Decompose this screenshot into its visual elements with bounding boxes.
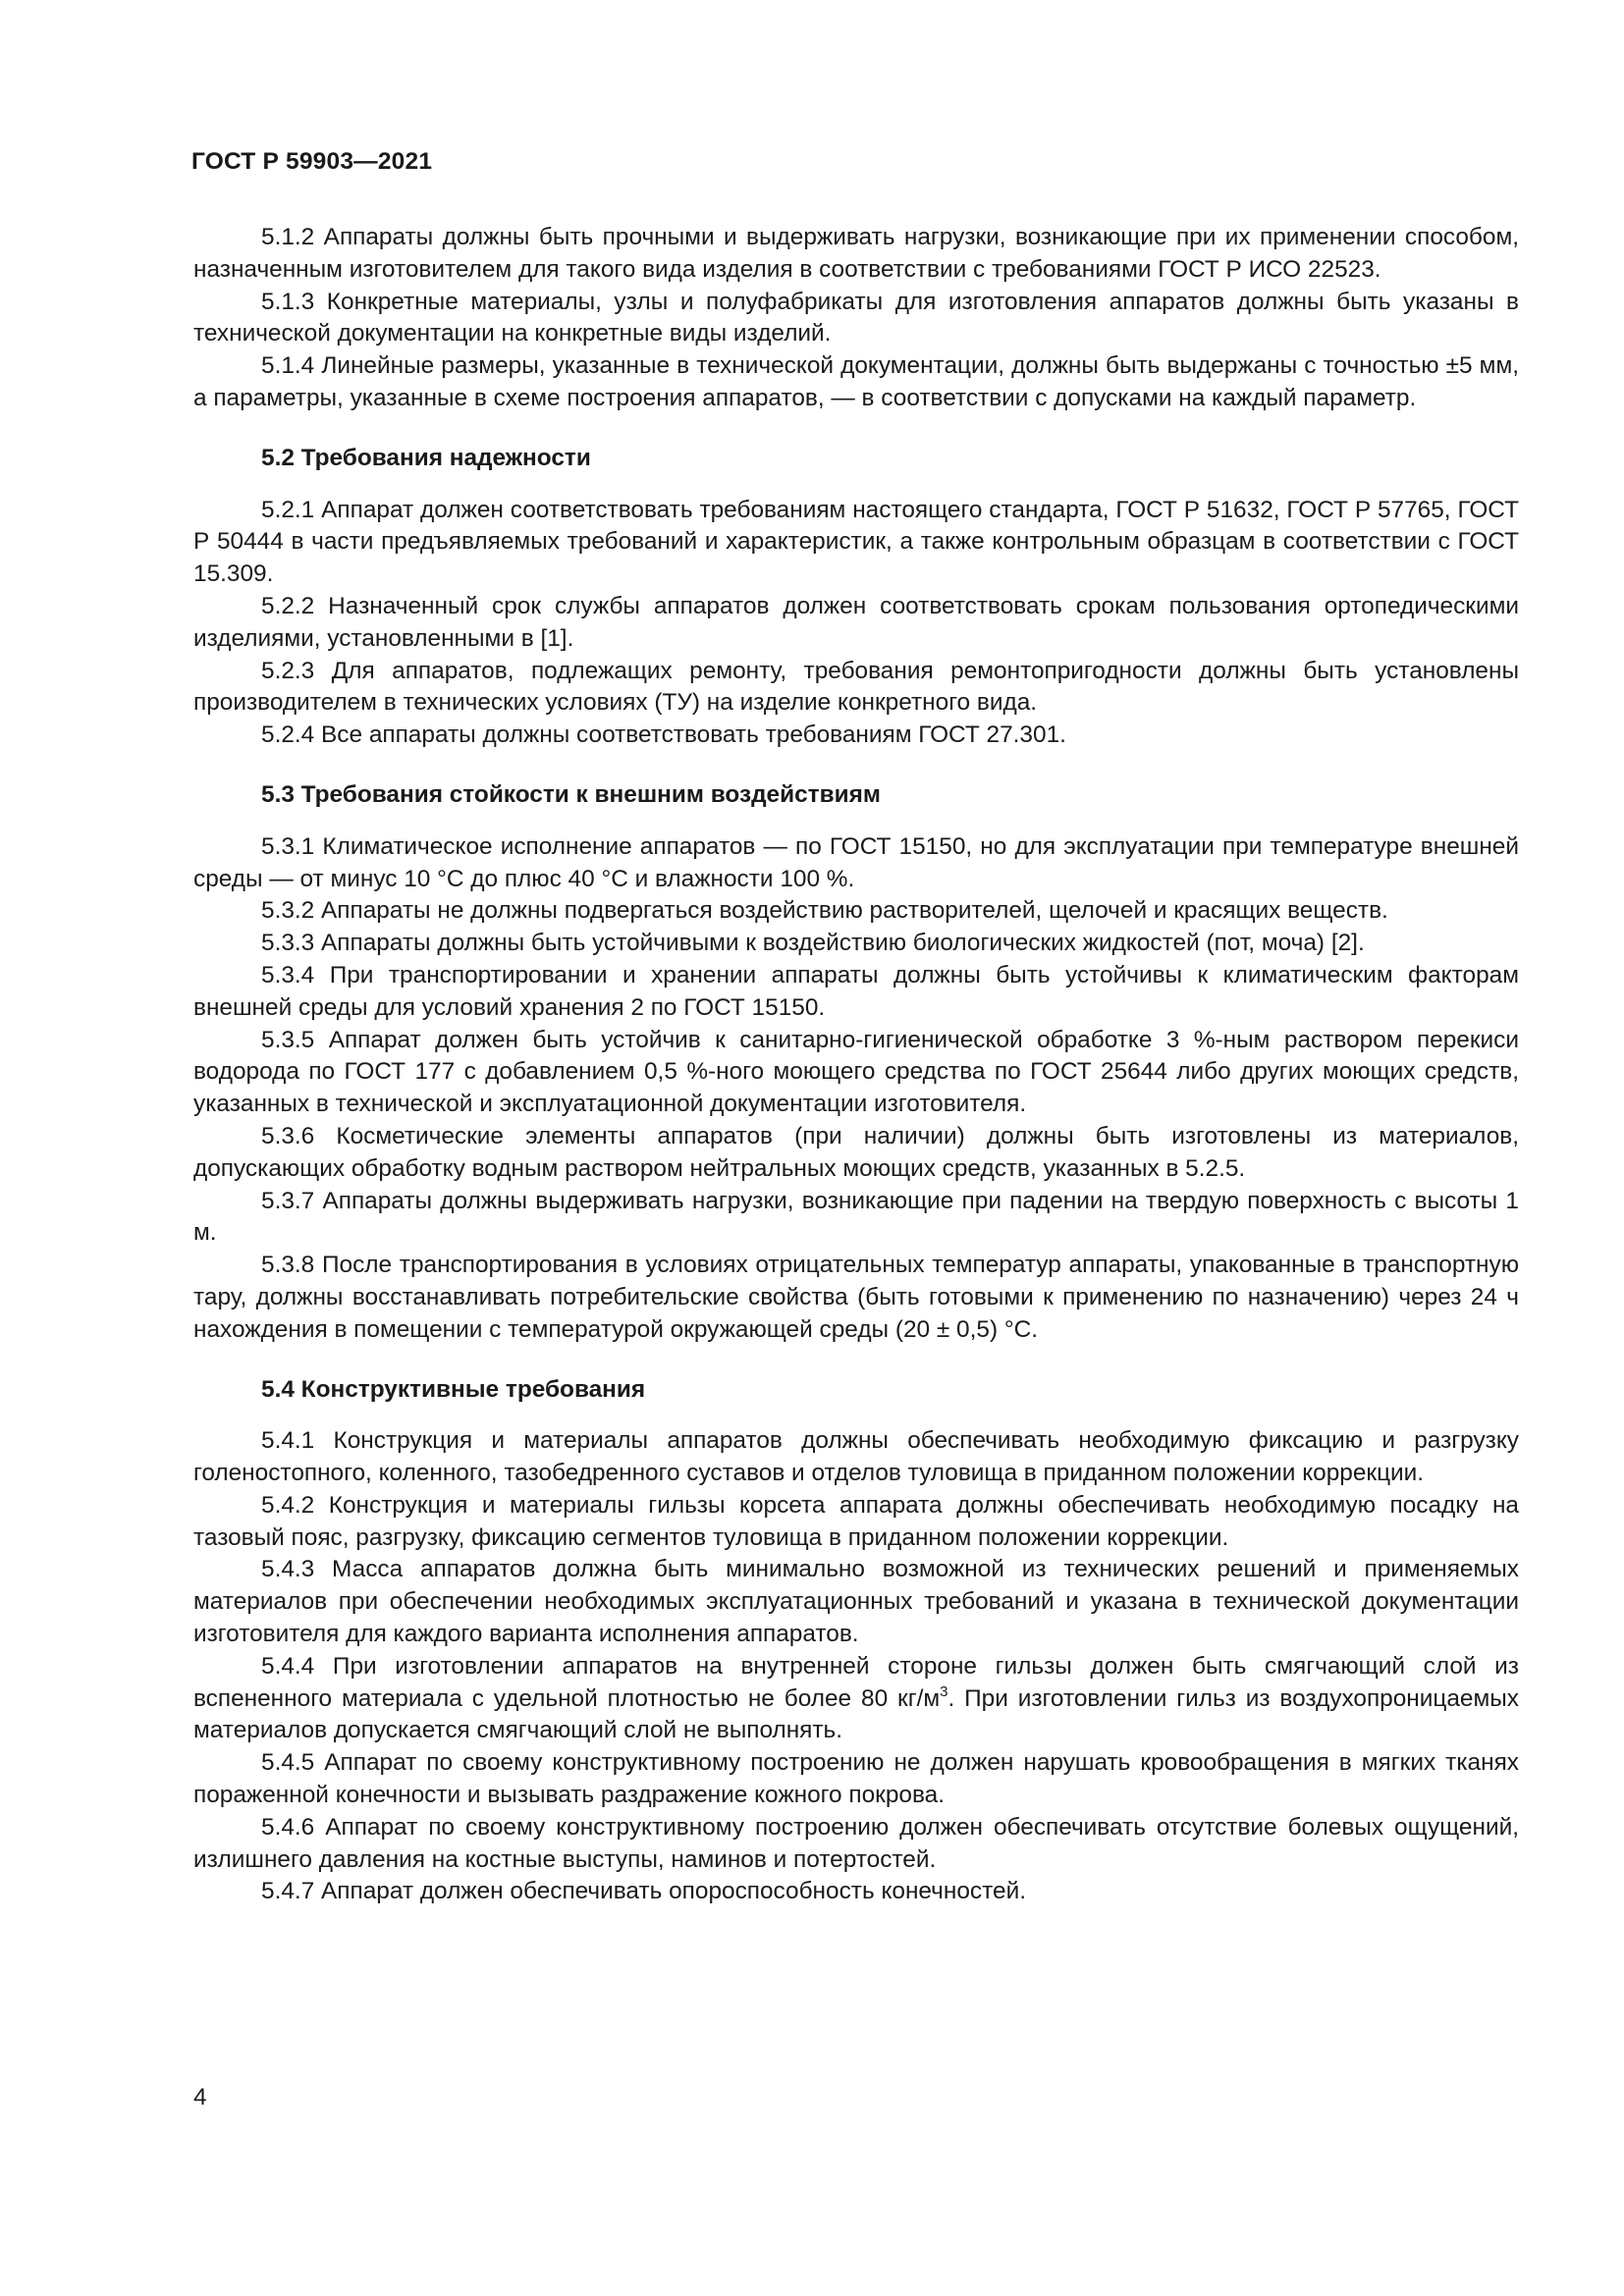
paragraph-5-4-4-text-b: . При изготовлении гильз из воздухопроницаемых материалов допускается смягчающий слой не выполнять. <box>193 1684 1519 1744</box>
page-number: 4 <box>193 2084 207 2110</box>
section-heading-5-2: 5.2 Требования надежности <box>261 444 591 471</box>
paragraph-5-3-4: 5.3.4 При транспортировании и хранении аппараты должны быть устойчивы к климатическим факторам внешней среды для условий хранения 2 по ГОСТ 15150. <box>193 961 1519 1021</box>
paragraph-5-4-4-text-a: 5.4.4 При изготовлении аппаратов на внутренней стороне гильзы должен быть смягчающий слой из вспененного материала с удельной плотностью не более 80 кг/м <box>193 1652 1519 1712</box>
section-heading-5-3: 5.3 Требования стойкости к внешним воздействиям <box>261 780 881 808</box>
section-heading-5-4: 5.4 Конструктивные требования <box>261 1375 646 1403</box>
paragraph-5-4-3: 5.4.3 Масса аппаратов должна быть минимально возможной из технических решений и применяемых материалов при обеспечении необходимых эксплуатационных требований и указана в технической документации изготовителя для каждого варианта исполнения аппаратов. <box>193 1556 1519 1648</box>
paragraph-5-4-7: 5.4.7 Аппарат должен обеспечивать опороспособность конечностей. <box>261 1878 1026 1905</box>
document-body <box>193 222 1519 1908</box>
superscript-exponent: 3 <box>940 1682 948 1700</box>
paragraph-5-2-2: 5.2.2 Назначенный срок службы аппаратов должен соответствовать срокам пользования ортопедическими изделиями, установленными в [1]. <box>193 592 1519 652</box>
paragraph-5-4-4 <box>193 1651 1519 1747</box>
paragraph-5-3-3: 5.3.3 Аппараты должны быть устойчивыми к воздействию биологических жидкостей (пот, моча) [2]. <box>261 930 1365 957</box>
paragraph-5-3-2: 5.3.2 Аппараты не должны подвергаться воздействию растворителей, щелочей и красящих веществ. <box>261 897 1388 925</box>
paragraph-5-3-7: 5.3.7 Аппараты должны выдерживать нагрузки, возникающие при падении на твердую поверхность с высоты 1 м. <box>193 1187 1519 1247</box>
paragraph-5-1-2: 5.1.2 Аппараты должны быть прочными и выдерживать нагрузки, возникающие при их применении способом, назначенным изготовителем для такого вида изделия в соответствии с требованиями ГОСТ Р ИСО 22523. <box>193 224 1519 283</box>
paragraph-5-4-2: 5.4.2 Конструкция и материалы гильзы корсета аппарата должны обеспечивать необходимую посадку на тазовый пояс, разгрузку, фиксацию сегментов туловища в приданном положении коррекции. <box>193 1491 1519 1551</box>
paragraph-5-4-5: 5.4.5 Аппарат по своему конструктивному построению не должен нарушать кровообращения в мягких тканях пораженной конечности и вызывать раздражение кожного покрова. <box>193 1749 1519 1809</box>
paragraph-5-4-1: 5.4.1 Конструкция и материалы аппаратов должны обеспечивать необходимую фиксацию и разгрузку голеностопного, коленного, тазобедренного суставов и отделов туловища в приданном положении коррекции. <box>193 1427 1519 1487</box>
paragraph-5-2-1: 5.2.1 Аппарат должен соответствовать требованиям настоящего стандарта, ГОСТ Р 51632, ГОСТ Р 57765, ГОСТ Р 50444 в части предъявляемых требований и характеристик, а также контрольным образцам в соответствии с ГОСТ 15.309. <box>193 496 1519 588</box>
paragraph-5-1-4: 5.1.4 Линейные размеры, указанные в технической документации, должны быть выдержаны с точностью ±5 мм, а параметры, указанные в схеме построения аппаратов, — в соответствии с допусками на каждый параметр. <box>193 352 1519 411</box>
paragraph-5-2-4: 5.2.4 Все аппараты должны соответствовать требованиям ГОСТ 27.301. <box>261 721 1066 749</box>
paragraph-5-4-6: 5.4.6 Аппарат по своему конструктивному построению должен обеспечивать отсутствие болевых ощущений, излишнего давления на костные выступы, наминов и потертостей. <box>193 1813 1519 1873</box>
paragraph-5-3-8: 5.3.8 После транспортирования в условиях отрицательных температур аппараты, упакованные в транспортную тару, должны восстанавливать потребительские свойства (быть готовыми к применению по назначению) через 24 ч нахождения в помещении с температурой окружающей среды (20 ± 0,5) °С. <box>193 1252 1519 1343</box>
document-header: ГОСТ Р 59903—2021 <box>191 148 433 175</box>
paragraph-5-2-3: 5.2.3 Для аппаратов, подлежащих ремонту, требования ремонтопригодности должны быть установлены производителем в технических условиях (ТУ) на изделие конкретного вида. <box>193 657 1519 717</box>
paragraph-5-3-5: 5.3.5 Аппарат должен быть устойчив к санитарно-гигиенической обработке 3 %-ным раствором перекиси водорода по ГОСТ 177 с добавлением 0,5 %-ного моющего средства по ГОСТ 25644 либо других моющих средств, указанных в технической и эксплуатационной документации изготовителя. <box>193 1026 1519 1118</box>
paragraph-5-1-3: 5.1.3 Конкретные материалы, узлы и полуфабрикаты для изготовления аппаратов должны быть указаны в технической документации на конкретные виды изделий. <box>193 288 1519 347</box>
paragraph-5-3-6: 5.3.6 Косметические элементы аппаратов (при наличии) должны быть изготовлены из материалов, допускающих обработку водным раствором нейтральных моющих средств, указанных в 5.2.5. <box>193 1122 1519 1182</box>
paragraph-5-3-1: 5.3.1 Климатическое исполнение аппаратов — по ГОСТ 15150, но для эксплуатации при температуре внешней среды — от минус 10 °С до плюс 40 °С и влажности 100 %. <box>193 832 1519 892</box>
